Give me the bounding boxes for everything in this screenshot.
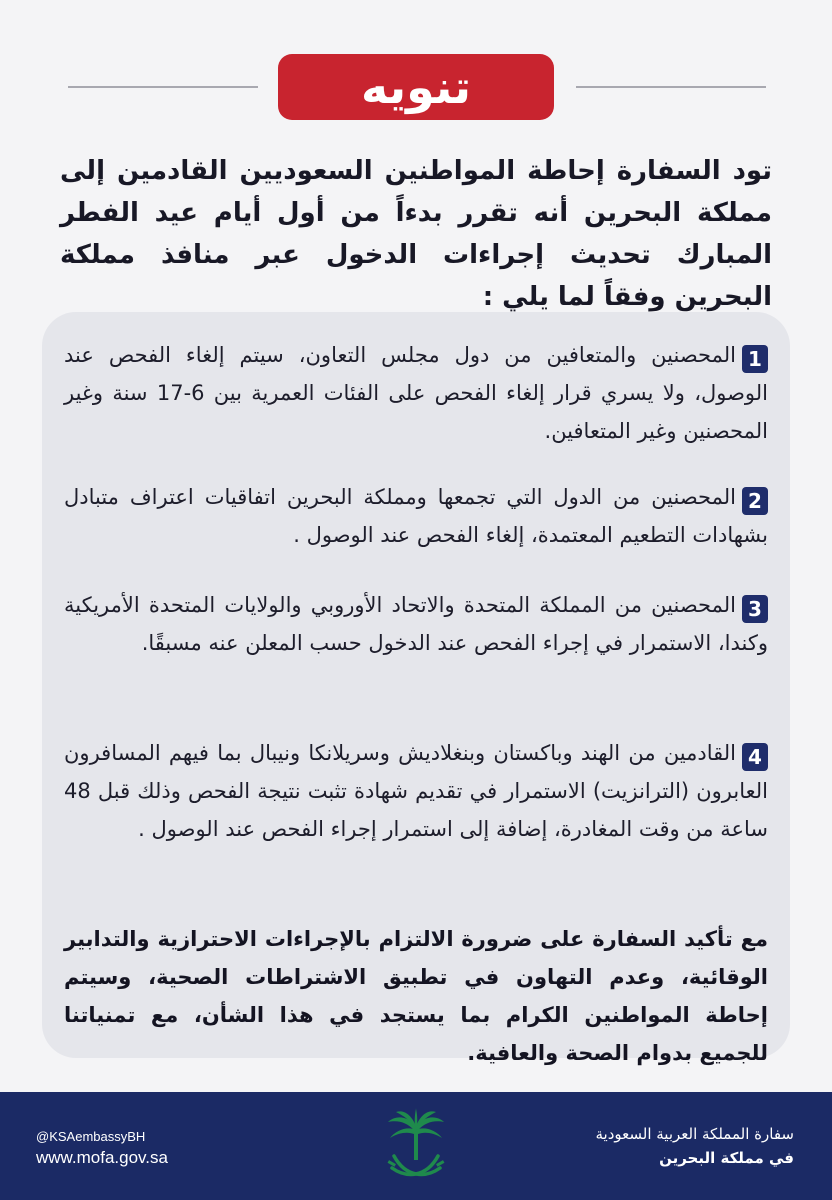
list-item: [64, 336, 768, 450]
embassy-name: [494, 1122, 794, 1170]
item-number-badge: 4: [742, 743, 768, 771]
twitter-handle[interactable]: [36, 1128, 168, 1146]
item-number-badge: 2: [742, 487, 768, 515]
twitter-handle-text: @KSAembassyBH: [36, 1129, 146, 1144]
page-title: تنويه: [360, 60, 472, 114]
title-badge: [278, 54, 554, 120]
header-divider-left: [68, 86, 258, 88]
item-number-badge: 1: [742, 345, 768, 373]
intro-paragraph: تود السفارة إحاطة المواطنين السعوديين القادمين إلى مملكة البحرين أنه تقرر بدءاً من أول أيام عيد الفطر المبارك تحديث إجراءات الدخول عبر منافذ مملكة البحرين وفقاً لما يلي :: [60, 156, 772, 312]
header-divider-right: [576, 86, 766, 88]
embassy-name-line2: في مملكة البحرين: [659, 1149, 794, 1167]
item-text: المحصنين من الدول التي تجمعها ومملكة البحرين اتفاقيات اعتراف متبادل بشهادات التطعيم المعتمدة، إلغاء الفحص عند الوصول .: [64, 485, 768, 547]
item-text: المحصنين والمتعافين من دول مجلس التعاون، سيتم إلغاء الفحص عند الوصول، ولا يسري قرار إلغاء الفحص على الفئات العمرية بين 6-17 سنة وغير المحصنين وغير المتعافين.: [64, 343, 769, 443]
list-item: [64, 734, 768, 848]
embassy-name-line1: سفارة المملكة العربية السعودية: [595, 1125, 794, 1143]
website-link[interactable]: www.mofa.gov.sa: [36, 1148, 168, 1167]
item-text: المحصنين من المملكة المتحدة والاتحاد الأوروبي والولايات المتحدة الأمريكية وكندا، الاستمرار في إجراء الفحص عند الدخول حسب المعلن عنه مسبقًا.: [64, 593, 768, 655]
contact-info: [36, 1128, 168, 1170]
item-number-badge: 3: [742, 595, 768, 623]
saudi-palm-swords-emblem-icon: [380, 1108, 452, 1188]
list-item: [64, 478, 768, 554]
closing-paragraph: مع تأكيد السفارة على ضرورة الالتزام بالإجراءات الاحترازية والتدابير الوقائية، وعدم التهاون في تطبيق الاشتراطات الصحية، وسيتم إحاطة المواطنين الكرام بما يستجد في هذا الشأن، مع تمنياتنا للجميع بدوام الصحة والعافية.: [64, 927, 768, 1065]
list-item: [64, 586, 768, 662]
item-text: القادمين من الهند وباكستان وبنغلاديش وسريلانكا ونيبال بما فيهم المسافرون العابرون (الترانزيت) الاستمرار في تقديم شهادة تثبت نتيجة الفحص وذلك قبل 48 ساعة من وقت المغادرة، إضافة إلى استمرار إجراء الفحص عند الوصول .: [64, 741, 768, 841]
